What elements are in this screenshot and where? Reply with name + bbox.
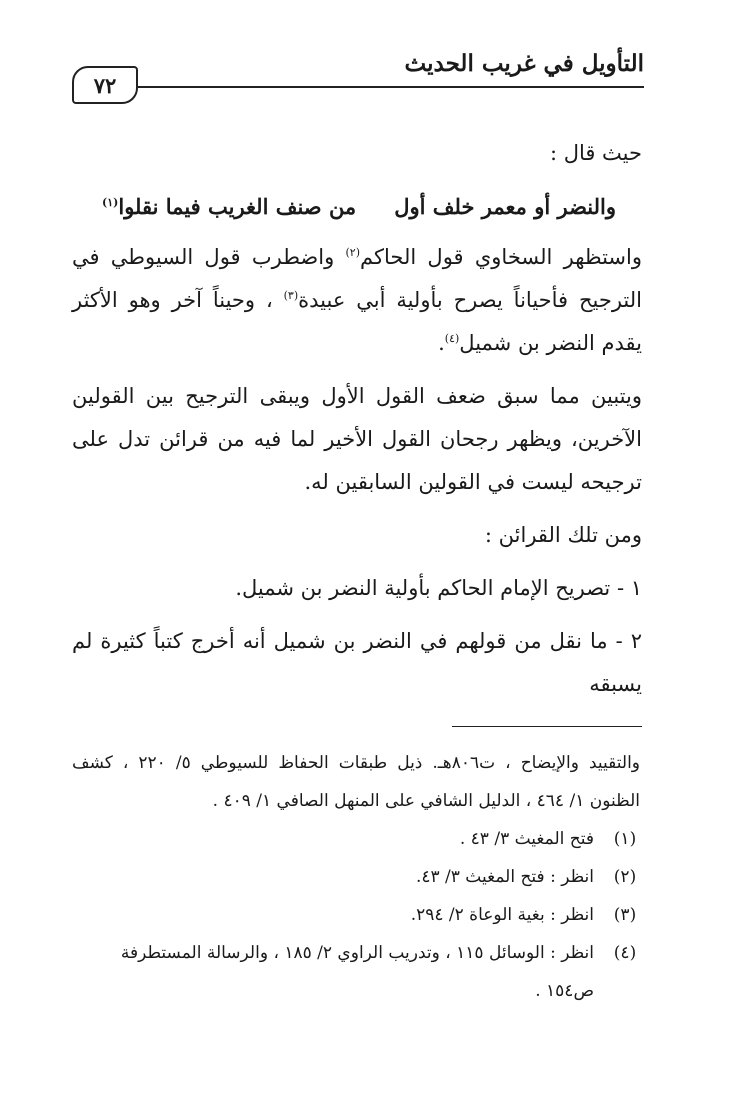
footnote-item	[72, 896, 654, 934]
footnote-text: انظر : فتح المغيث ٣/ ٤٣.	[415, 867, 594, 887]
paragraph-2: ويتبين مما سبق ضعف القول الأول ويبقى الترجيح بين القولين الآخرين، ويظهر رجحان القول الأخير لما فيه من قرائن تدل على ترجيحه ليست في القولين السابقين له.	[72, 384, 642, 494]
footnote-number: (٣)	[613, 905, 637, 925]
footnotes	[72, 744, 654, 1010]
footnote-item	[72, 820, 654, 858]
footnote-text: انظر : بغية الوعاة ٢/ ٢٩٤.	[410, 905, 594, 925]
intro-line: حيث قال :	[549, 141, 642, 165]
footnote-ref: (٣)	[283, 289, 299, 302]
main-text	[72, 132, 642, 706]
footnote-ref: (٤)	[444, 332, 460, 345]
poem-verse	[72, 185, 642, 228]
footnote-number: (٢)	[613, 867, 637, 887]
paragraph-3: ومن تلك القرائن :	[484, 523, 642, 547]
footnote-item	[72, 858, 654, 896]
footnote-continuation: والتقييد والإيضاح ، ت٨٠٦هـ. ذيل طبقات الحفاظ للسيوطي ٥/ ٢٢٠ ، كشف الظنون ١/ ٤٦٤ ، الدليل الشافي على المنهل الصافي ١/ ٤٠٩ .	[72, 753, 640, 811]
verse-right-hemistich: والنضر أو معمر خلف أول	[394, 194, 616, 219]
footnote-text: انظر : الوسائل ١١٥ ، وتدريب الراوي ٢/ ١٨٥ ، والرسالة المستطرفة ص١٥٤ .	[120, 943, 594, 1001]
list-item-2: ٢ - ما نقل من قولهم في النضر بن شميل أنه أخرج كتباً كثيرة لم يسبقه	[72, 629, 642, 696]
list-item-1: ١ - تصريح الإمام الحاكم بأولية النضر بن شميل.	[235, 576, 642, 600]
footnote-text: فتح المغيث ٣/ ٤٣ .	[459, 829, 594, 849]
footnote-item	[72, 934, 654, 1010]
footnote-number: (٤)	[613, 943, 637, 963]
footnote-ref: (١)	[102, 196, 119, 209]
verse-left-hemistich: من صنف الغريب فيما نقلوا$^{(١)}$	[102, 194, 357, 219]
footnote-number: (١)	[613, 829, 637, 849]
running-title: التأويل في غريب الحديث	[404, 50, 644, 77]
paragraph-1: واستظهر السخاوي قول الحاكم$^{(٢)}$ واضطرب قول السيوطي في الترجيح فأحياناً يصرح بأولية أبي عبيدة$^{(٣)}$ ، وحيناً آخر وهو الأكثر يقدم النضر بن شميل$^{(٤)}$.	[72, 245, 643, 355]
header-rule	[136, 86, 644, 88]
footnote-separator	[452, 726, 642, 727]
footnote-ref: (٢)	[345, 246, 361, 259]
page-header	[72, 44, 644, 98]
page-number: ٧٢	[72, 66, 138, 104]
